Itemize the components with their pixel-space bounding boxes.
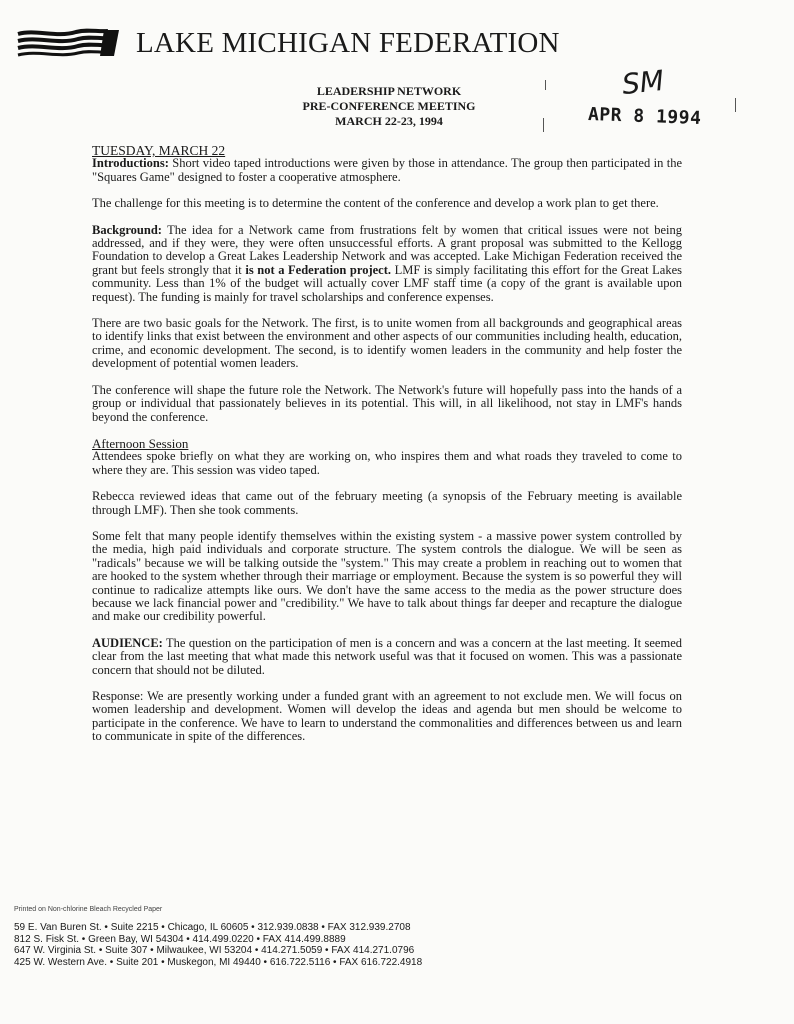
challenge-paragraph: The challenge for this meeting is to determine the content of the conference and develop a work plan to get there. <box>92 196 659 211</box>
system-paragraph: Some felt that many people identify themselves within the existing system - a massive power system controlled by the media, high paid individuals and corporate structure. The system controls the dialogue. We will be seen as "radicals" because we will be talking outside the "system." This may create a problem in reaching out to women that are hooked to the system whether through their marriage or employment. Because the system is so powerful they will continue to radicalize attempts like ours. We don't have the same access to the media as the power structure does because we lack financial power and "credibility." We have to talk about things far deeper and recapture the dialogue and make our credibility powerful. <box>92 528 682 624</box>
received-date-stamp: APR 8 1994 <box>587 104 702 129</box>
introductions-paragraph: Introductions: Short video taped introductions were given by those in attendance. The group then participated in the "Squares Game" designed to foster a cooperative atmosphere. <box>92 156 682 184</box>
margin-mark <box>545 80 546 90</box>
address-line: 647 W. Virginia St. • Suite 307 • Milwaukee, WI 53204 • 414.271.5059 • FAX 414.271.0796 <box>14 945 415 957</box>
margin-mark <box>735 98 736 112</box>
background-label: Background: <box>92 222 162 237</box>
organization-name: LAKE MICHIGAN FEDERATION <box>136 27 560 59</box>
handwritten-initials: SM <box>620 63 666 102</box>
office-addresses <box>14 922 422 968</box>
future-paragraph: The conference will shape the future role the Network. The Network's future will hopefully pass into the hands of a group or individual that passionately believes in its potential. This will, in all likelihood, not stay in LMF's hands beyond the conference. <box>92 382 682 424</box>
goals-paragraph: There are two basic goals for the Network. The first, is to unite women from all backgrounds and geographical areas to identify links that exist between the environment and other aspects of our communities including health, education, crime, and economic development. The second, is to identify women leaders in the community and help foster the development of potential women leaders. <box>92 316 682 371</box>
afternoon-session-heading: Afternoon Session <box>92 435 189 451</box>
response-paragraph: Response: We are presently working under a funded grant with an agreement to not exclude men. We will focus on women leadership and development. Women will develop the ideas and agenda but men should be welcome to participate in the conference. We have to learn to understand the commonalities and differences between us and learn to communicate in spite of the differences. <box>92 689 682 744</box>
address-line: 812 S. Fisk St. • Green Bay, WI 54304 • 414.499.0220 • FAX 414.499.8889 <box>14 933 346 945</box>
meeting-notes-body <box>92 144 682 757</box>
meeting-title-line: PRE-CONFERENCE MEETING <box>302 99 476 113</box>
attendees-paragraph: Attendees spoke briefly on what they are working on, who inspires them and what roads they traveled to come to where they are. This session was video taped. <box>92 449 682 477</box>
introductions-label: Introductions: <box>92 156 169 171</box>
day-heading: TUESDAY, MARCH 22 <box>92 143 226 158</box>
background-emphasis: is not a Federation project. <box>245 262 391 277</box>
margin-mark <box>543 118 544 132</box>
address-line: 425 W. Western Ave. • Suite 201 • Muskegon, MI 49440 • 616.722.5116 • FAX 616.722.4918 <box>14 956 423 968</box>
meeting-title-line: LEADERSHIP NETWORK <box>316 84 462 98</box>
recycled-paper-note: Printed on Non-chlorine Bleach Recycled Paper <box>14 906 163 913</box>
meeting-title-line: MARCH 22-23, 1994 <box>335 114 443 128</box>
wave-logo-icon <box>16 28 121 58</box>
background-paragraph: Background: The idea for a Network came from frustrations felt by women that critical issues were not being addressed, and if they were, they were often unsuccessful efforts. A grant proposal was submitted to the Kellogg Foundation to develop a Great Lakes Leadership Network and was accepted. Lake Michigan Federation received the grant but feels strongly that it is not a Federation project. LMF is simply facilitating this effort for the Great Lakes community. Less than 1% of the budget will actually cover LMF staff time (a copy of the grant is available upon request). The funding is mainly for travel scholarships and conference expenses. <box>92 222 682 304</box>
address-line: 59 E. Van Buren St. • Suite 2215 • Chicago, IL 60605 • 312.939.0838 • FAX 312.939.2708 <box>14 922 411 933</box>
meeting-title-block <box>250 84 528 129</box>
audience-paragraph: AUDIENCE: The question on the participation of men is a concern and was a concern at the last meeting. It seemed clear from the last meeting that what made this network useful was that it focused on women. This was a passionate concern that should not be diluted. <box>92 635 682 677</box>
audience-label: AUDIENCE: <box>92 635 163 650</box>
rebecca-paragraph: Rebecca reviewed ideas that came out of the february meeting (a synopsis of the February meeting is available through LMF). Then she took comments. <box>92 489 682 517</box>
